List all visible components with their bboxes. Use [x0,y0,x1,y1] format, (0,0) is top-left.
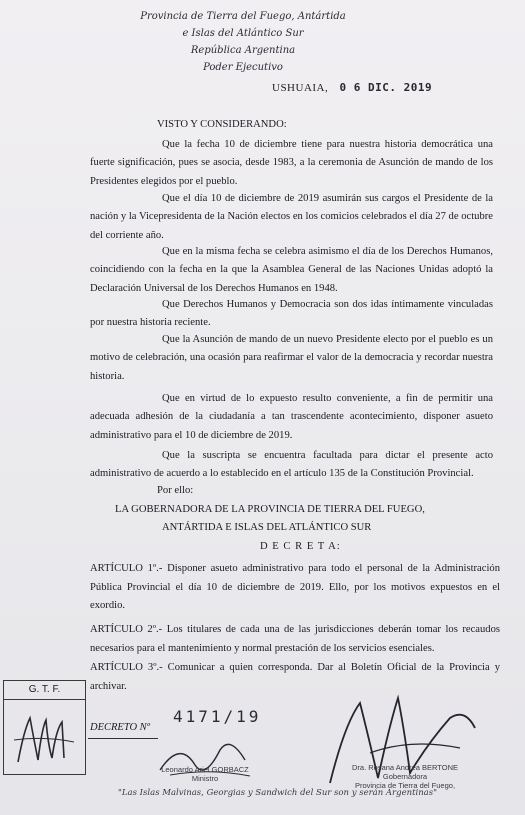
letterhead-line-1: Provincia de Tierra del Fuego, Antártida [140,11,346,22]
decreto-underline [88,738,158,739]
letterhead [118,8,368,76]
decreto-number: 4171/19 [173,707,262,726]
minister-sign-block [150,765,260,783]
paragraph-7-text: Que la suscripta se encuentra facultada para dictar el presente acto administrativo de acuerdo a lo establecido en el artículo 135 de la Constitución Provincial. [90,450,493,480]
letterhead-line-4: Poder Ejecutivo [203,62,283,73]
governor-sign-block [330,763,480,790]
governor-role: Gobernadora [382,772,428,781]
date-place: USHUAIA, [272,82,329,94]
article-2-label: ARTÍCULO 2º.- [90,624,163,635]
gtf-stamp-box [3,680,86,775]
article-1-text: Disponer asueto administrativo para todo el personal de la Administración Pública Provincial el día 10 de diciembre de 2019. Ello, por los motivos expuestos en el exordio. [90,563,500,611]
paragraph-4 [90,296,493,333]
article-3-text: Comunicar a quien corresponda. Dar al Boletín Oficial de la Provincia y archivar. [90,662,500,692]
minister-name: Leonardo Ariel GORBACZ [161,765,249,774]
decreto-label: DECRETO Nº [90,722,150,733]
letterhead-line-3: República Argentina [190,45,296,56]
article-1-label: ARTÍCULO 1º.- [90,563,163,574]
paragraph-3-text: Que en la misma fecha se celebra asimismo el día de los Derechos Humanos, coincidiendo con la fecha en la que la Asamblea General de las Naciones Unidas adoptó la Declaración Universal de los Derechos Humanos en 1948. [90,246,493,294]
gtf-label: G. T. F. [4,681,85,700]
minister-role: Ministro [191,774,219,783]
por-ello: Por ello: [157,485,194,496]
article-3-label: ARTÍCULO 3º.- [90,662,163,673]
date-line [272,81,432,94]
paragraph-1-text: Que la fecha 10 de diciembre tiene para nuestra historia democrática una fuerte significación, pues se asocia, desde 1983, a la ceremonia de Asunción de mando de los Presidentes elegidos por el pueblo. [90,139,493,187]
decreta-heading: D E C R E T A: [260,541,341,552]
article-2-text: Los titulares de cada una de las jurisdicciones deberán tomar los recaudos necesarios para el mantenimiento y normal prestación de los servicios esenciales. [90,624,501,654]
article-1 [90,560,500,616]
paragraph-6 [90,390,493,445]
article-2 [90,621,500,658]
paragraph-6-text: Que en virtud de lo expuesto resulto conveniente, a fin de permitir una adecuada adhesión de la ciudadanía a tan trascendente acontecimiento, disponer asueto administrativo para el 10 de diciembre de 2019. [90,393,493,441]
paragraph-1 [90,136,493,191]
paragraph-3 [90,243,493,298]
paragraph-7 [90,447,493,484]
letterhead-line-2: e Islas del Atlántico Sur [182,28,304,39]
paragraph-5-text: Que la Asunción de mando de un nuevo Presidente electo por el pueblo es un motivo de celebración, una ocasión para reafirmar el valor de la democracia y recordar nuestra historia. [90,334,493,382]
authority-line-1: LA GOBERNADORA DE LA PROVINCIA DE TIERRA DEL FUEGO, [115,504,425,515]
authority-line-2: ANTÁRTIDA E ISLAS DEL ATLÁNTICO SUR [162,522,372,533]
footer-motto: "Las Islas Malvinas, Georgias y Sandwich del Sur son y serán Argentinas" [118,788,438,798]
governor-province: Provincia de Tierra del Fuego, [354,781,456,790]
initials-signature [4,700,85,775]
paragraph-2 [90,190,493,245]
heading-visto: VISTO Y CONSIDERANDO: [157,119,287,130]
paragraph-2-text: Que el día 10 de diciembre de 2019 asumirán sus cargos el Presidente de la nación y la Vicepresidenta de la Nación electos en los comicios celebrados el día 27 de octubre del corriente año. [90,193,493,241]
governor-name: Dra. Rosana Andrea BERTONE [351,763,459,772]
date-stamp: 0 6 DIC. 2019 [339,81,433,94]
paragraph-5 [90,331,493,386]
paragraph-4-text: Que Derechos Humanos y Democracia son dos idas íntimamente vinculadas por nuestra historia reciente. [90,299,493,329]
